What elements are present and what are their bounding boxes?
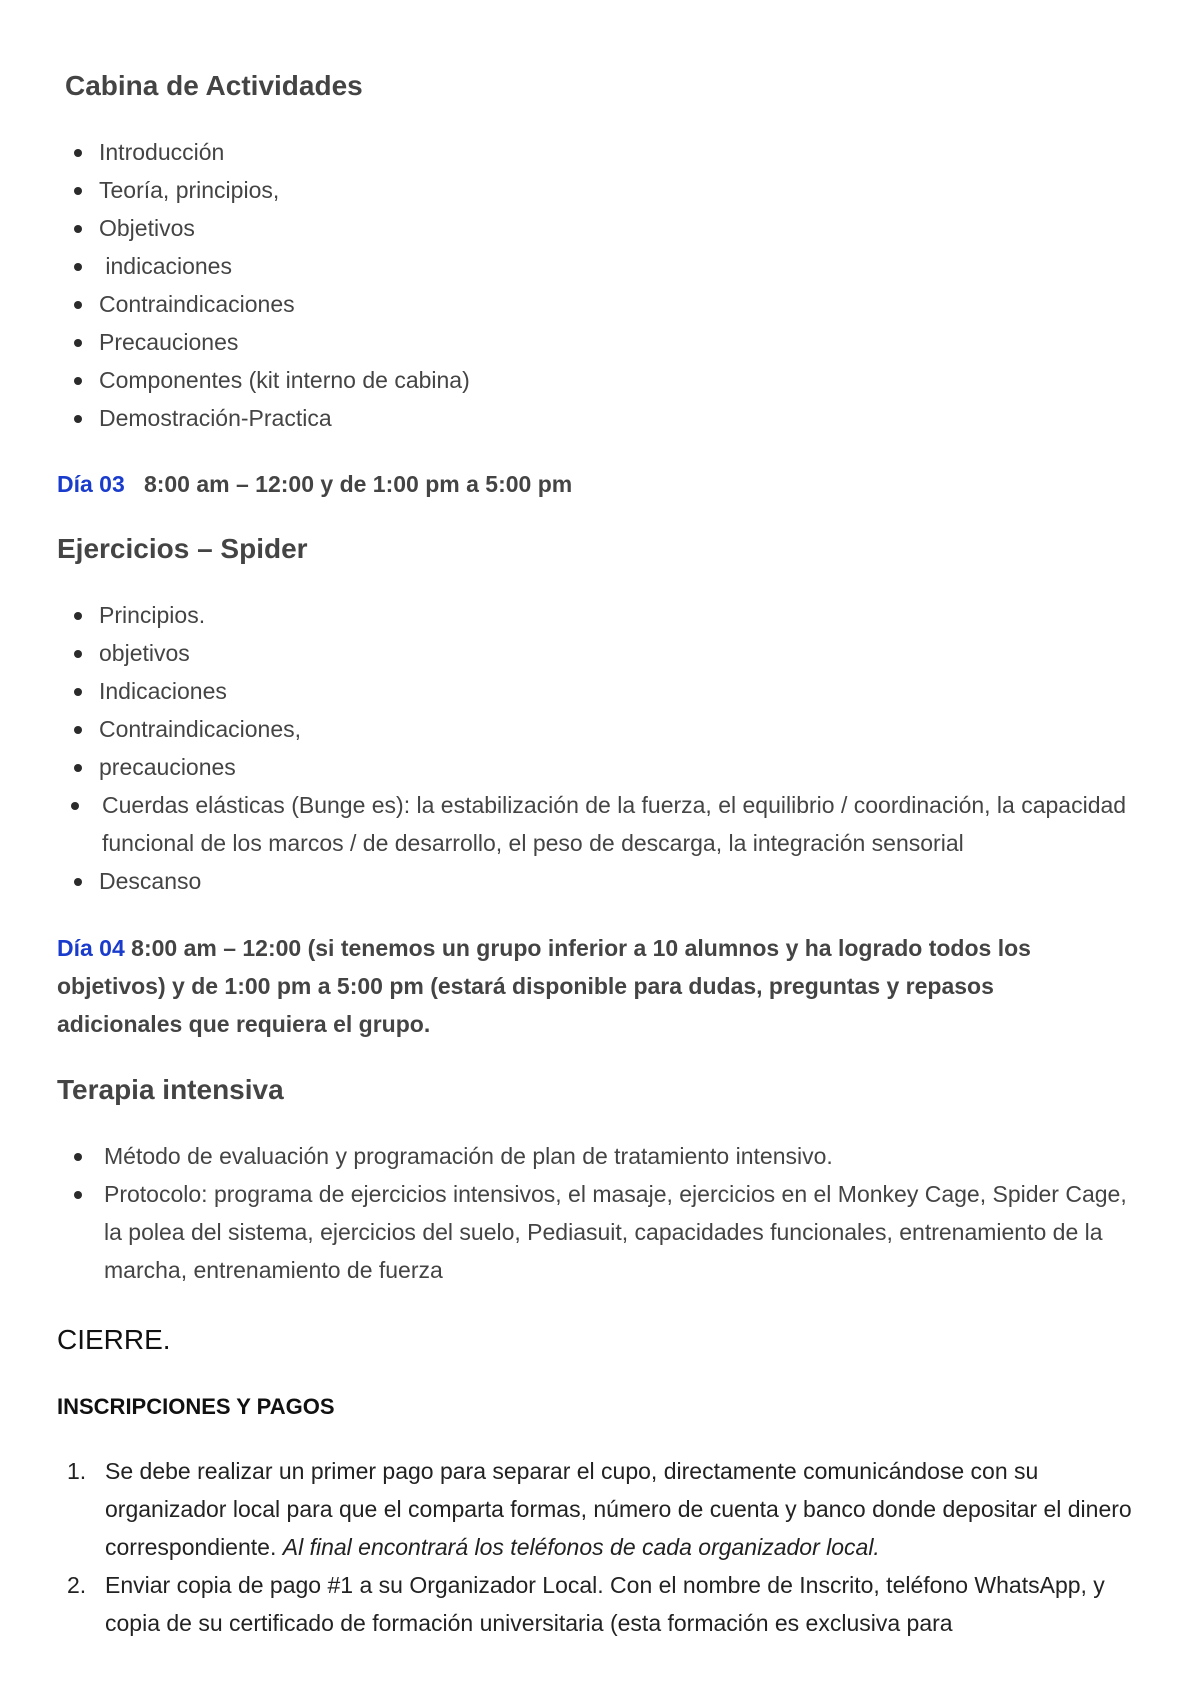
day-schedule-text: 8:00 am – 12:00 y de 1:00 pm a 5:00 pm [143,471,573,497]
bullet-icon [74,688,82,696]
day-schedule-text: 8:00 am – 12:00 (si tenemos un grupo inferior a 10 alumnos y ha logrado todos los objetivos) y de 1:00 pm a 5:00 pm (estará disponible para dudas, preguntas y repasos adicionales que requiera el grupo. [57,935,1031,1037]
bullet-icon [74,612,82,620]
section-title-terapia: Terapia intensiva [57,1074,284,1105]
day04-schedule [57,929,1117,1043]
list-item: Contraindicaciones [99,285,1139,323]
list-item: indicaciones [99,247,1139,285]
list-item: Componentes (kit interno de cabina) [99,361,1139,399]
bullet-icon [74,726,82,734]
list-item: Descanso [99,862,1139,900]
list-item: Cuerdas elásticas (Bunge es): la estabilización de la fuerza, el equilibrio / coordinación, la capacidad funcional de los marcos / de desarrollo, el peso de descarga, la integración sensorial [99,786,1139,862]
bullet-icon [74,301,82,309]
section-title-cabina: Cabina de Actividades [65,70,363,101]
step-text: Enviar copia de pago #1 a su Organizador Local. Con el nombre de Inscrito, teléfono WhatsApp, y copia de su certificado de formación universitaria (esta formación es exclusiva para [105,1572,1105,1636]
bullet-icon [74,415,82,423]
list-item: Objetivos [99,209,1139,247]
list-item: precauciones [99,748,1139,786]
step-item [67,1452,1150,1566]
bullet-icon [74,1153,82,1161]
section-title-spider: Ejercicios – Spider [57,533,308,564]
list-item: Indicaciones [99,672,1139,710]
day-label: Día 04 [57,935,125,961]
list-item: Contraindicaciones, [99,710,1139,748]
terapia-list [104,1137,1139,1289]
step-note: Al final encontrará los teléfonos de cada organizador local. [282,1534,880,1560]
list-item: Principios. [99,596,1139,634]
list-item: Demostración-Practica [99,399,1139,437]
bullet-icon [74,650,82,658]
day-label: Día 03 [57,471,125,497]
bullet-icon [74,377,82,385]
list-item: Introducción [99,133,1139,171]
cabina-list [99,133,1139,437]
day03-schedule [57,465,1137,503]
step-number: 1. [67,1458,87,1484]
list-item: Teoría, principios, [99,171,1139,209]
inscripciones-steps [67,1452,1150,1642]
step-number: 2. [67,1572,87,1598]
spider-list [99,596,1139,900]
bullet-icon [74,1191,82,1199]
bullet-icon [74,225,82,233]
bullet-icon [71,802,79,810]
closing-title: CIERRE. [57,1324,171,1355]
bullet-icon [74,149,82,157]
list-item: Método de evaluación y programación de plan de tratamiento intensivo. [104,1137,1139,1175]
step-text: Se debe realizar un primer pago para separar el cupo, directamente comunicándose con su organizador local para que el comparta formas, número de cuenta y banco donde depositar el dinero correspondiente. [105,1458,1132,1560]
section-title-inscripciones: INSCRIPCIONES Y PAGOS [57,1394,335,1419]
step-item [67,1566,1150,1642]
bullet-icon [74,263,82,271]
list-item: Protocolo: programa de ejercicios intensivos, el masaje, ejercicios en el Monkey Cage, Spider Cage, la polea del sistema, ejercicios del suelo, Pediasuit, capacidades funcionales, entrenamiento de la marcha, entrenamiento de fuerza [104,1175,1139,1289]
list-item: Precauciones [99,323,1139,361]
bullet-icon [74,764,82,772]
bullet-icon [74,339,82,347]
bullet-icon [74,878,82,886]
bullet-icon [74,187,82,195]
list-item: objetivos [99,634,1139,672]
